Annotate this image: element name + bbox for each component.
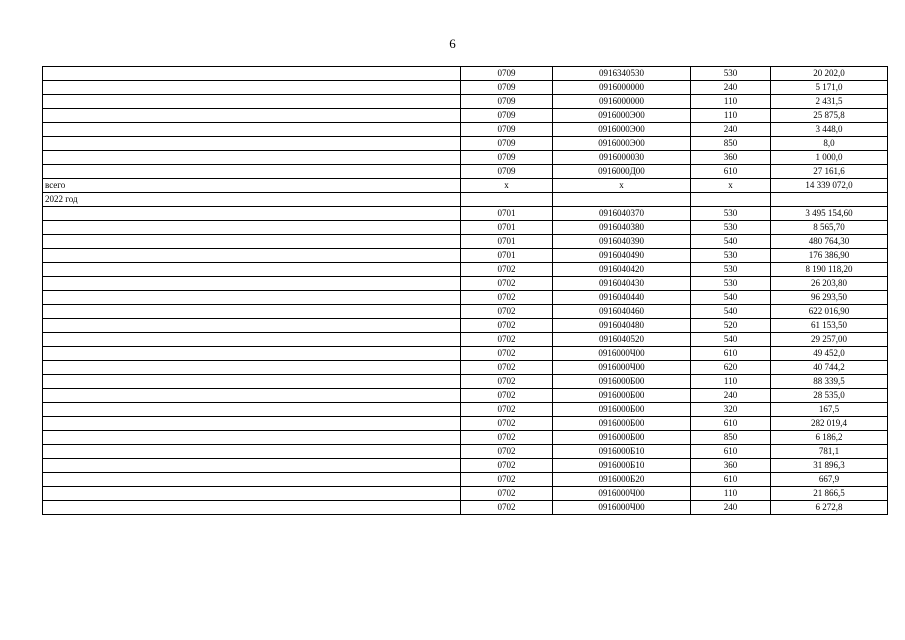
cell-code: 0916000Б20 bbox=[553, 473, 691, 487]
cell-code: 0916040480 bbox=[553, 319, 691, 333]
cell-amount: 26 203,80 bbox=[771, 277, 888, 291]
cell-amount: 21 866,5 bbox=[771, 487, 888, 501]
cell-name bbox=[43, 81, 461, 95]
cell-type: 110 bbox=[691, 375, 771, 389]
cell-code: 0916000Ч00 bbox=[553, 347, 691, 361]
cell-type: 610 bbox=[691, 473, 771, 487]
cell-code: 0916040430 bbox=[553, 277, 691, 291]
cell-code: 0916040380 bbox=[553, 221, 691, 235]
cell-code: 0916340530 bbox=[553, 67, 691, 81]
cell-name bbox=[43, 151, 461, 165]
cell-section: 0702 bbox=[461, 473, 553, 487]
cell-section: 0702 bbox=[461, 361, 553, 375]
cell-section: 0709 bbox=[461, 109, 553, 123]
cell-code: 0916000Ч00 bbox=[553, 487, 691, 501]
table-row bbox=[43, 291, 888, 305]
cell-type: 610 bbox=[691, 347, 771, 361]
budget-table-container bbox=[42, 66, 862, 515]
cell-type: 520 bbox=[691, 319, 771, 333]
cell-code: 0916040490 bbox=[553, 249, 691, 263]
cell-amount: 6 272,8 bbox=[771, 501, 888, 515]
cell-amount: 8 565,70 bbox=[771, 221, 888, 235]
cell-code: 0916040370 bbox=[553, 207, 691, 221]
cell-type: 530 bbox=[691, 263, 771, 277]
cell-amount: 14 339 072,0 bbox=[771, 179, 888, 193]
table-row bbox=[43, 389, 888, 403]
cell-amount: 28 535,0 bbox=[771, 389, 888, 403]
cell-amount: 480 764,30 bbox=[771, 235, 888, 249]
cell-section: 0701 bbox=[461, 221, 553, 235]
cell-type: 850 bbox=[691, 137, 771, 151]
budget-table bbox=[42, 66, 888, 515]
cell-section bbox=[461, 193, 553, 207]
cell-name bbox=[43, 389, 461, 403]
table-row bbox=[43, 417, 888, 431]
cell-amount: 2 431,5 bbox=[771, 95, 888, 109]
cell-amount: 167,5 bbox=[771, 403, 888, 417]
cell-name bbox=[43, 347, 461, 361]
cell-type: 540 bbox=[691, 305, 771, 319]
cell-name bbox=[43, 235, 461, 249]
cell-section: 0702 bbox=[461, 389, 553, 403]
cell-type: 240 bbox=[691, 501, 771, 515]
cell-section: 0702 bbox=[461, 263, 553, 277]
cell-name bbox=[43, 95, 461, 109]
table-row bbox=[43, 221, 888, 235]
cell-type: 320 bbox=[691, 403, 771, 417]
table-row bbox=[43, 277, 888, 291]
cell-section: 0702 bbox=[461, 459, 553, 473]
cell-amount: 96 293,50 bbox=[771, 291, 888, 305]
table-row bbox=[43, 333, 888, 347]
cell-amount: 1 000,0 bbox=[771, 151, 888, 165]
cell-code: 0916040520 bbox=[553, 333, 691, 347]
cell-section: 0701 bbox=[461, 249, 553, 263]
cell-section: 0709 bbox=[461, 151, 553, 165]
cell-type: 530 bbox=[691, 249, 771, 263]
cell-name bbox=[43, 165, 461, 179]
cell-amount: 61 153,50 bbox=[771, 319, 888, 333]
table-row bbox=[43, 235, 888, 249]
cell-type: 610 bbox=[691, 445, 771, 459]
cell-name bbox=[43, 473, 461, 487]
cell-type: 240 bbox=[691, 389, 771, 403]
cell-name bbox=[43, 319, 461, 333]
cell-type: 540 bbox=[691, 291, 771, 305]
cell-code: 0916000Б10 bbox=[553, 445, 691, 459]
cell-type: 530 bbox=[691, 67, 771, 81]
cell-name bbox=[43, 305, 461, 319]
cell-amount: 88 339,5 bbox=[771, 375, 888, 389]
cell-type: 850 bbox=[691, 431, 771, 445]
cell-section: 0709 bbox=[461, 67, 553, 81]
cell-amount: 49 452,0 bbox=[771, 347, 888, 361]
cell-type: 620 bbox=[691, 361, 771, 375]
cell-code: 0916040390 bbox=[553, 235, 691, 249]
cell-code: 0916000Б10 bbox=[553, 459, 691, 473]
cell-name bbox=[43, 375, 461, 389]
cell-code: 0916000Э00 bbox=[553, 137, 691, 151]
table-row bbox=[43, 179, 888, 193]
cell-code: 0916000000 bbox=[553, 95, 691, 109]
table-row bbox=[43, 67, 888, 81]
cell-section: 0701 bbox=[461, 207, 553, 221]
cell-section: 0702 bbox=[461, 333, 553, 347]
cell-type bbox=[691, 193, 771, 207]
table-row bbox=[43, 403, 888, 417]
cell-name bbox=[43, 207, 461, 221]
cell-name: всего bbox=[43, 179, 461, 193]
cell-type: 110 bbox=[691, 95, 771, 109]
cell-section: 0702 bbox=[461, 445, 553, 459]
table-row bbox=[43, 137, 888, 151]
cell-name bbox=[43, 249, 461, 263]
cell-name bbox=[43, 109, 461, 123]
cell-type: 240 bbox=[691, 123, 771, 137]
table-row bbox=[43, 319, 888, 333]
cell-section: 0702 bbox=[461, 277, 553, 291]
cell-section: 0702 bbox=[461, 291, 553, 305]
budget-table-body bbox=[43, 67, 888, 515]
cell-type: 530 bbox=[691, 277, 771, 291]
cell-section: 0709 bbox=[461, 95, 553, 109]
cell-name bbox=[43, 403, 461, 417]
cell-name bbox=[43, 67, 461, 81]
cell-amount: 282 019,4 bbox=[771, 417, 888, 431]
cell-amount: 25 875,8 bbox=[771, 109, 888, 123]
table-row bbox=[43, 109, 888, 123]
cell-amount: 3 448,0 bbox=[771, 123, 888, 137]
cell-amount: 20 202,0 bbox=[771, 67, 888, 81]
cell-type: 610 bbox=[691, 165, 771, 179]
table-row bbox=[43, 151, 888, 165]
table-row bbox=[43, 81, 888, 95]
cell-name bbox=[43, 277, 461, 291]
cell-section: 0702 bbox=[461, 347, 553, 361]
cell-code: 0916000Б00 bbox=[553, 389, 691, 403]
cell-type: 540 bbox=[691, 333, 771, 347]
table-row bbox=[43, 305, 888, 319]
cell-name bbox=[43, 417, 461, 431]
cell-type: 360 bbox=[691, 459, 771, 473]
cell-section: 0702 bbox=[461, 375, 553, 389]
cell-name bbox=[43, 487, 461, 501]
table-row bbox=[43, 431, 888, 445]
cell-name bbox=[43, 123, 461, 137]
cell-type: 530 bbox=[691, 221, 771, 235]
cell-code: 0916000Э00 bbox=[553, 109, 691, 123]
table-row bbox=[43, 193, 888, 207]
table-row bbox=[43, 347, 888, 361]
cell-type: 610 bbox=[691, 417, 771, 431]
cell-type: 530 bbox=[691, 207, 771, 221]
page-number: 6 bbox=[449, 36, 456, 51]
cell-code: 0916000Б00 bbox=[553, 403, 691, 417]
cell-section: 0702 bbox=[461, 501, 553, 515]
cell-code: 0916000000 bbox=[553, 81, 691, 95]
cell-code: 0916000030 bbox=[553, 151, 691, 165]
cell-name bbox=[43, 445, 461, 459]
cell-section: 0709 bbox=[461, 81, 553, 95]
cell-amount: 27 161,6 bbox=[771, 165, 888, 179]
cell-section: 0702 bbox=[461, 431, 553, 445]
table-row bbox=[43, 165, 888, 179]
table-row bbox=[43, 459, 888, 473]
table-row bbox=[43, 487, 888, 501]
cell-section: x bbox=[461, 179, 553, 193]
cell-amount: 31 896,3 bbox=[771, 459, 888, 473]
cell-code: 0916040460 bbox=[553, 305, 691, 319]
cell-type: x bbox=[691, 179, 771, 193]
cell-amount: 622 016,90 bbox=[771, 305, 888, 319]
cell-name bbox=[43, 221, 461, 235]
cell-section: 0702 bbox=[461, 319, 553, 333]
cell-name bbox=[43, 431, 461, 445]
cell-name bbox=[43, 333, 461, 347]
cell-type: 540 bbox=[691, 235, 771, 249]
cell-amount: 781,1 bbox=[771, 445, 888, 459]
cell-amount: 667,9 bbox=[771, 473, 888, 487]
cell-type: 110 bbox=[691, 109, 771, 123]
table-row bbox=[43, 95, 888, 109]
cell-code: 0916000Ч00 bbox=[553, 361, 691, 375]
cell-name bbox=[43, 361, 461, 375]
cell-amount: 40 744,2 bbox=[771, 361, 888, 375]
cell-amount: 5 171,0 bbox=[771, 81, 888, 95]
table-row bbox=[43, 249, 888, 263]
cell-amount bbox=[771, 193, 888, 207]
cell-code: 0916000Ч00 bbox=[553, 501, 691, 515]
table-row bbox=[43, 361, 888, 375]
cell-amount: 176 386,90 bbox=[771, 249, 888, 263]
cell-amount: 29 257,00 bbox=[771, 333, 888, 347]
cell-code: 0916000Э00 bbox=[553, 123, 691, 137]
cell-amount: 8 190 118,20 bbox=[771, 263, 888, 277]
cell-type: 110 bbox=[691, 487, 771, 501]
cell-code: 0916000Б00 bbox=[553, 417, 691, 431]
cell-name bbox=[43, 459, 461, 473]
cell-name bbox=[43, 263, 461, 277]
cell-code: 0916000Б00 bbox=[553, 375, 691, 389]
cell-amount: 8,0 bbox=[771, 137, 888, 151]
cell-code: 0916000Д00 bbox=[553, 165, 691, 179]
cell-code: x bbox=[553, 179, 691, 193]
table-row bbox=[43, 123, 888, 137]
cell-name bbox=[43, 501, 461, 515]
table-row bbox=[43, 501, 888, 515]
table-row bbox=[43, 207, 888, 221]
cell-amount: 3 495 154,60 bbox=[771, 207, 888, 221]
table-row bbox=[43, 445, 888, 459]
cell-code: 0916000Б00 bbox=[553, 431, 691, 445]
cell-name: 2022 год bbox=[43, 193, 461, 207]
cell-code: 0916040420 bbox=[553, 263, 691, 277]
table-row bbox=[43, 473, 888, 487]
cell-section: 0702 bbox=[461, 417, 553, 431]
cell-code bbox=[553, 193, 691, 207]
table-row bbox=[43, 263, 888, 277]
cell-code: 0916040440 bbox=[553, 291, 691, 305]
cell-section: 0701 bbox=[461, 235, 553, 249]
cell-section: 0702 bbox=[461, 403, 553, 417]
cell-name bbox=[43, 137, 461, 151]
cell-section: 0702 bbox=[461, 305, 553, 319]
cell-type: 240 bbox=[691, 81, 771, 95]
table-row bbox=[43, 375, 888, 389]
cell-amount: 6 186,2 bbox=[771, 431, 888, 445]
cell-section: 0709 bbox=[461, 123, 553, 137]
cell-name bbox=[43, 291, 461, 305]
cell-section: 0709 bbox=[461, 137, 553, 151]
cell-section: 0709 bbox=[461, 165, 553, 179]
cell-section: 0702 bbox=[461, 487, 553, 501]
cell-type: 360 bbox=[691, 151, 771, 165]
